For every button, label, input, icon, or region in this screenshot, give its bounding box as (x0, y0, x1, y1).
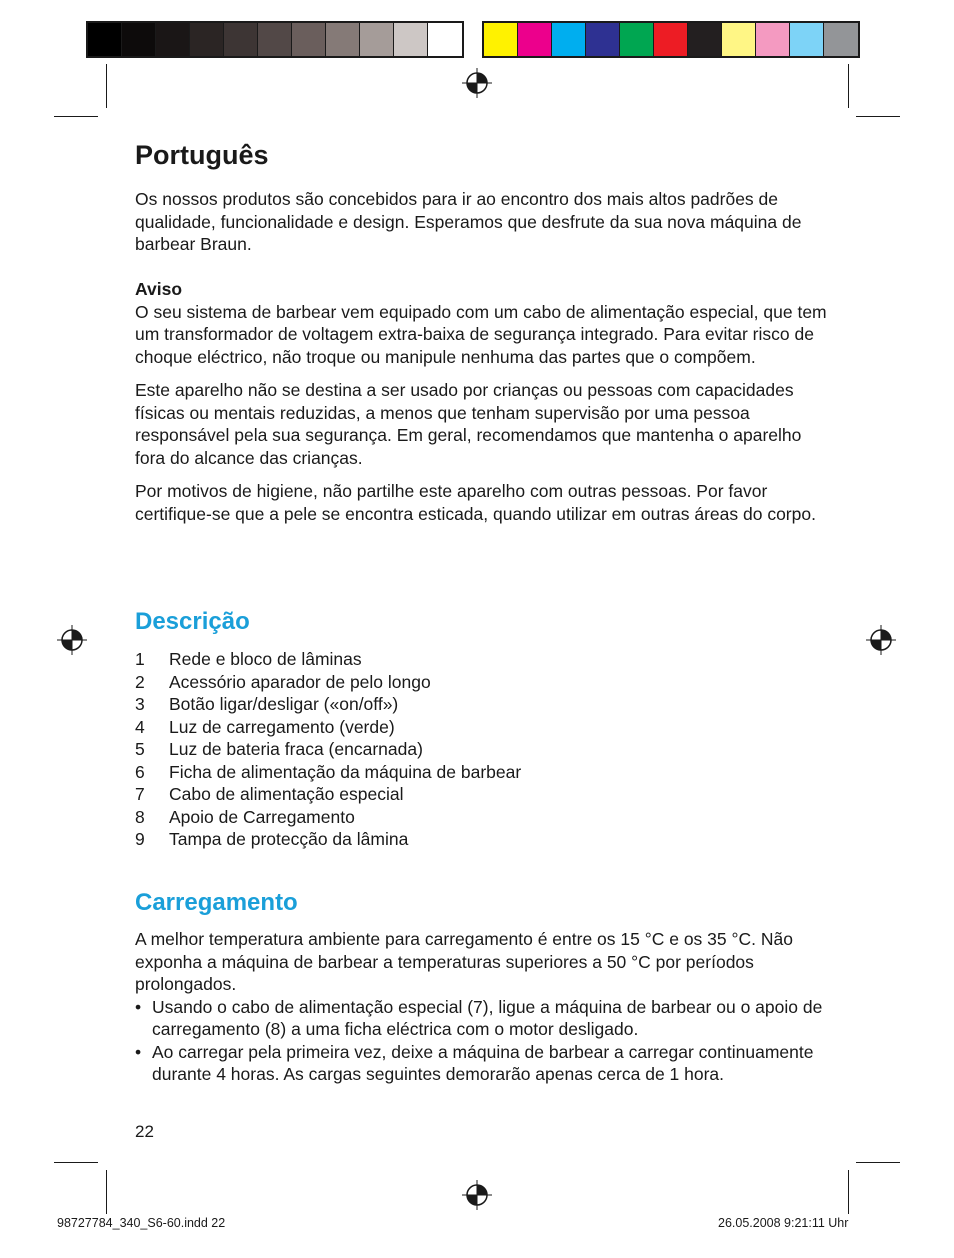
color-swatch (88, 23, 122, 56)
process-color-bar (482, 21, 860, 58)
description-heading: Descrição (135, 608, 250, 635)
list-item-number: 1 (135, 649, 145, 669)
page-title: Português (135, 140, 269, 170)
list-item-text: Luz de carregamento (verde) (169, 716, 395, 737)
color-swatch (722, 23, 756, 56)
bullet-item (135, 996, 835, 1041)
color-swatch (790, 23, 824, 56)
list-item-text: Apoio de Carregamento (169, 806, 355, 827)
list-item-text: Luz de bateria fraca (encarnada) (169, 739, 423, 759)
crop-mark (848, 1170, 849, 1214)
warning-paragraph-1: O seu sistema de barbear vem equipado com um cabo de alimentação especial, que tem um transformador de voltagem extra-baixa de segurança integrado. Para evitar risco de choque eléctrico, não troque ou manipule nenhuma das partes que o compõem. (135, 301, 827, 367)
list-item-text: Ficha de alimentação da máquina de barbear (169, 761, 522, 782)
warning-block (135, 278, 835, 525)
color-swatch (258, 23, 292, 56)
color-swatch (156, 23, 190, 56)
warning-heading: Aviso (135, 279, 183, 299)
crop-mark (856, 1162, 900, 1163)
crop-mark (848, 64, 849, 108)
color-swatch (824, 23, 858, 56)
warning-paragraph-3: Por motivos de higiene, não partilhe este aparelho com outras pessoas. Por favor certifique-se que a pele se encontra esticada, quando utilizar em outras áreas do corpo. (135, 481, 816, 524)
color-swatch (360, 23, 394, 56)
color-swatch (688, 23, 722, 56)
list-item-number: 9 (135, 829, 145, 849)
list-item-text: Botão ligar/desligar («on/off») (169, 694, 399, 714)
list-item-number: 5 (135, 739, 145, 759)
color-swatch (394, 23, 428, 56)
bullet-icon: • (135, 1041, 142, 1062)
color-swatch (518, 23, 552, 56)
color-swatch (224, 23, 258, 56)
crop-mark (54, 1162, 98, 1163)
list-item-number: 6 (135, 761, 145, 782)
description-list (135, 648, 835, 851)
crop-mark (856, 116, 900, 117)
list-item (135, 738, 835, 761)
list-item (135, 693, 835, 716)
color-swatch (292, 23, 326, 56)
list-item-number: 7 (135, 784, 145, 804)
list-item-number: 3 (135, 694, 145, 714)
list-item (135, 648, 835, 671)
registration-mark-icon (462, 68, 492, 98)
color-swatch (122, 23, 156, 56)
page-number: 22 (135, 1122, 154, 1141)
list-item-text: Tampa de protecção da lâmina (169, 829, 409, 849)
color-swatch (484, 23, 518, 56)
color-swatch (654, 23, 688, 56)
list-item (135, 716, 835, 739)
crop-mark (106, 64, 107, 108)
registration-mark-icon (462, 1180, 492, 1210)
warning-paragraph-2: Este aparelho não se destina a ser usado por crianças ou pessoas com capacidades físicas ou mentais reduzidas, a menos que tenham supervisão por uma pessoa responsável pela sua segurança. Em geral, recomendamos que mantenha o aparelho fora do alcance das crianças. (135, 380, 802, 468)
crop-mark (106, 1170, 107, 1214)
bullet-item (135, 1041, 835, 1086)
list-item-text: Cabo de alimentação especial (169, 784, 404, 804)
intro-block (135, 188, 835, 256)
color-swatch (756, 23, 790, 56)
footer-file-name: 98727784_340_S6-60.indd 22 (57, 1216, 226, 1230)
list-item-number: 4 (135, 716, 145, 737)
list-item (135, 671, 835, 694)
crop-mark (54, 116, 98, 117)
bullet-text: Ao carregar pela primeira vez, deixe a máquina de barbear a carregar continuamente durante 4 horas. As cargas seguintes demorarão apenas cerca de 1 hora. (152, 1041, 814, 1084)
bullet-icon: • (135, 996, 142, 1017)
charging-bullet-list (135, 996, 835, 1086)
color-swatch (190, 23, 224, 56)
list-item (135, 806, 835, 829)
grayscale-color-bar (86, 21, 464, 58)
charging-intro: A melhor temperatura ambiente para carregamento é entre os 15 °C e os 35 °C. Não exponha a máquina de barbear a temperaturas superiores a 50 °C por períodos prolongados. (135, 929, 793, 994)
charging-block (135, 928, 835, 1086)
color-swatch (552, 23, 586, 56)
registration-mark-icon (866, 625, 896, 655)
color-swatch (326, 23, 360, 56)
list-item-text: Acessório aparador de pelo longo (169, 671, 431, 692)
color-swatch (586, 23, 620, 56)
bullet-text: Usando o cabo de alimentação especial (7), ligue a máquina de barbear ou o apoio de carregamento (8) a uma ficha eléctrica com o motor desligado. (152, 996, 823, 1039)
color-swatch (428, 23, 462, 56)
list-item-number: 8 (135, 806, 145, 827)
color-swatch (620, 23, 654, 56)
list-item (135, 828, 835, 851)
list-item-text: Rede e bloco de lâminas (169, 649, 362, 669)
intro-paragraph: Os nossos produtos são concebidos para ir ao encontro dos mais altos padrões de qualidade, funcionalidade e design. Esperamos que desfrute da sua nova máquina de barbear Braun. (135, 189, 802, 254)
footer-timestamp: 26.05.2008 9:21:11 Uhr (718, 1216, 849, 1230)
list-item (135, 761, 835, 784)
list-item (135, 783, 835, 806)
list-item-number: 2 (135, 671, 145, 692)
registration-mark-icon (57, 625, 87, 655)
charging-heading: Carregamento (135, 889, 298, 916)
